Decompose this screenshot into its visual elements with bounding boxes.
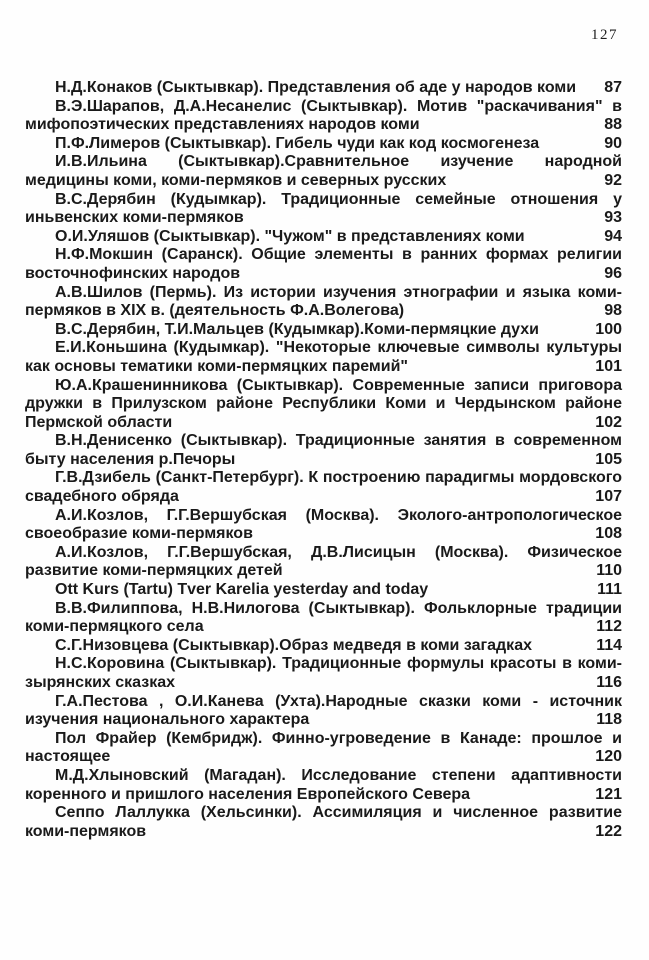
toc-entry-page: 90 — [604, 134, 622, 152]
toc-entry-text: Н.С.Коровина (Сыктывкар). Традиционные формулы красоты в коми-зырянских сказках — [25, 655, 622, 691]
toc-entry-page: 116 — [596, 674, 622, 691]
toc-entry-page: 114 — [596, 636, 622, 654]
toc-entry-text: О.И.Уляшов (Сыктывкар). "Чужом" в представлениях коми — [55, 227, 525, 245]
toc-entry-page: 102 — [595, 413, 622, 431]
toc-entry-page: 120 — [595, 748, 622, 766]
toc-entry — [25, 730, 622, 767]
toc-entry — [25, 581, 622, 600]
toc-entry — [25, 377, 622, 433]
toc-entry — [25, 339, 622, 376]
toc-entry-text: Г.В.Дзибель (Санкт-Петербург). К построению парадигмы мордовского свадебного обряда — [25, 469, 622, 506]
toc-entry-text: Ю.А.Крашенинникова (Сыктывкар). Современные записи приговора дружки в Прилузском районе Республики Коми и Чердынском районе Пермской области — [25, 376, 622, 431]
toc-entry-text: В.Н.Денисенко (Сыктывкар). Традиционные занятия в современном быту населения р.Печоры — [25, 432, 622, 468]
toc-entry-text: И.В.Ильина (Сыктывкар).Сравнительное изучение народной медицины коми, коми-пермяков и северных русских — [25, 153, 622, 189]
toc-entry-text: Пол Фрайер (Кембридж). Финно-угроведение в Канаде: прошлое и настоящее — [25, 729, 622, 766]
toc-entry — [25, 191, 622, 228]
toc-entry-page: 112 — [596, 618, 622, 636]
toc-entry-text: В.Э.Шарапов, Д.А.Несанелис (Сыктывкар). Мотив "раскачивания" в мифопоэтических представлениях народов коми — [25, 97, 622, 134]
toc-entry-page: 94 — [604, 227, 622, 245]
toc-entry-page: 118 — [596, 711, 622, 729]
toc-entry — [25, 693, 622, 730]
toc-entry-text: С.Г.Низовцева (Сыктывкар).Образ медведя в коми загадках — [55, 636, 532, 654]
toc-entry — [25, 804, 622, 841]
toc-entry-text: Е.И.Коньшина (Кудымкар). "Некоторые ключевые символы культуры как основы тематики коми-пермяцких паремий" — [25, 339, 622, 375]
table-of-contents — [25, 79, 622, 841]
toc-entry-page: 101 — [595, 357, 622, 375]
toc-entry — [25, 637, 622, 656]
toc-entry — [25, 507, 622, 544]
toc-entry-page: 107 — [595, 488, 622, 506]
toc-entry-text: Ott Kurs (Tartu) Tver Karelia yesterday and today — [55, 581, 429, 599]
toc-entry-page: 93 — [604, 209, 622, 227]
toc-entry — [25, 544, 622, 581]
toc-entry-page: 92 — [604, 171, 622, 189]
toc-entry-text: А.В.Шилов (Пермь). Из истории изучения этнографии и языка коми-пермяков в XIX в. (деятельность Ф.А.Волегова) — [25, 283, 622, 320]
toc-entry-page: 88 — [604, 116, 622, 134]
toc-entry-text: А.И.Козлов, Г.Г.Вершубская, Д.В.Лисицын (Москва). Физическое развитие коми-пермяцких детей — [25, 543, 622, 580]
toc-entry-text: М.Д.Хлыновский (Магадан). Исследование степени адаптивности коренного и пришлого населения Европейского Севера — [25, 766, 622, 803]
toc-entry-page: 87 — [604, 79, 622, 96]
toc-entry — [25, 655, 622, 692]
toc-entry-page: 110 — [596, 562, 622, 580]
toc-entry-text: В.С.Дерябин (Кудымкар). Традиционные семейные отношения у иньвенских коми-пермяков — [25, 190, 622, 227]
toc-entry — [25, 321, 622, 340]
toc-entry-page: 105 — [595, 450, 622, 468]
toc-entry — [25, 600, 622, 637]
toc-entry-text: А.И.Козлов, Г.Г.Вершубская (Москва). Эколого-антропологическое своеобразие коми-пермяков — [25, 506, 622, 543]
toc-entry — [25, 228, 622, 247]
toc-entry-text: В.В.Филиппова, Н.В.Нилогова (Сыктывкар). Фольклорные традиции коми-пермяцкого села — [25, 599, 622, 636]
toc-entry-text: Н.Д.Конаков (Сыктывкар). Представления об аде у народов коми — [55, 79, 577, 96]
toc-entry-text: Н.Ф.Мокшин (Саранск). Общие элементы в ранних формах религии восточнофинских народов — [25, 246, 622, 282]
toc-entry-text: Г.А.Пестова , О.И.Канева (Ухта).Народные сказки коми - источник изучения национального характера — [25, 692, 622, 729]
toc-entry-text: В.С.Дерябин, Т.И.Мальцев (Кудымкар).Коми-пермяцкие духи — [55, 320, 539, 338]
toc-entry-page: 96 — [604, 264, 622, 282]
toc-entry-page: 122 — [595, 822, 622, 840]
toc-entry-page: 108 — [595, 525, 622, 543]
toc-entry — [25, 246, 622, 283]
toc-entry-page: 98 — [604, 302, 622, 320]
toc-entry — [25, 153, 622, 190]
toc-entry — [25, 284, 622, 321]
toc-entry — [25, 98, 622, 135]
toc-entry-page: 111 — [597, 581, 622, 599]
toc-entry — [25, 767, 622, 804]
toc-entry-text: П.Ф.Лимеров (Сыктывкар). Гибель чуди как код космогенеза — [55, 134, 540, 152]
toc-entry-page: 100 — [595, 320, 622, 338]
toc-entry — [25, 469, 622, 506]
toc-entry — [25, 79, 622, 98]
toc-entry-text: Сеппо Лаллукка (Хельсинки). Ассимиляция и численное развитие коми-пермяков — [25, 804, 622, 840]
page-number: 127 — [591, 27, 618, 43]
toc-entry — [25, 432, 622, 469]
toc-entry-page: 121 — [595, 785, 622, 803]
toc-entry — [25, 135, 622, 154]
